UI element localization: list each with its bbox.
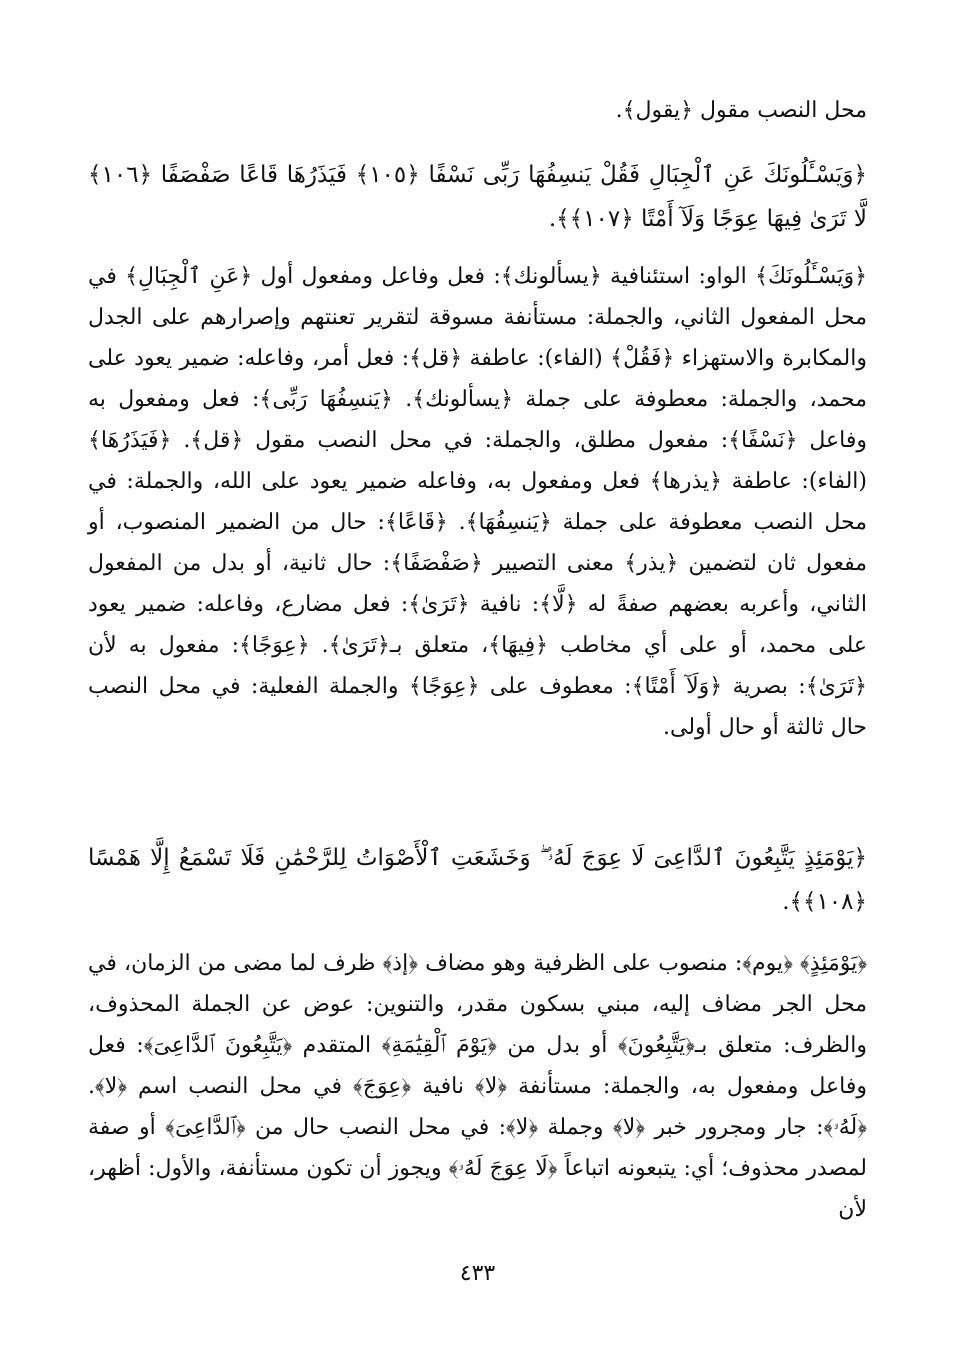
grammar-explanation-1: ﴿وَيَسْـَٔلُونَكَ﴾ الواو: استئنافية ﴿يسألونك﴾: فعل وفاعل ومفعول أول ﴿عَنِ ٱلْجِبَالِ﴾ في محل المفعول الثاني، والجملة: مستأنفة مسوقة لتقرير تعنتهم وإصرارهم على الجدل والمكابرة والاستهزاء ﴿فَقُلْ﴾ (الفاء): عاطفة ﴿قل﴾: فعل أمر، وفاعله: ضمير يعود على محمد، والجملة: معطوفة على جملة ﴿يسألونك﴾. ﴿يَنسِفُهَا رَبِّى﴾: فعل ومفعول به وفاعل ﴿نَسْفًا﴾: مفعول مطلق، والجملة: في محل النصب مقول ﴿قل﴾. ﴿فَيَذَرُهَا﴾ (الفاء): عاطفة ﴿يذرها﴾ فعل ومفعول به، وفاعله ضمير يعود على الله، والجملة: في محل النصب معطوفة على جملة ﴿يَنسِفُهَا﴾. ﴿قَاعًا﴾: حال من الضمير المنصوب، أو مفعول ثان لتضمين ﴿يذر﴾ معنى التصيير ﴿صَفْصَفًا﴾: حال ثانية، أو بدل من المفعول الثاني، وأعربه بعضهم صفةً له ﴿لَّا﴾: نافية ﴿تَرَىٰ﴾: فعل مضارع، وفاعله: ضمير يعود على محمد، أو على أي مخاطب ﴿فِيهَا﴾، متعلق بـ﴿تَرَىٰ﴾. ﴿عِوَجًا﴾: مفعول به لأن ﴿تَرَىٰ﴾: بصرية ﴿وَلَآ أَمْتًا﴾: معطوف على ﴿عِوَجًا﴾ والجملة الفعلية: في محل النصب حال ثالثة أو حال أولى. — [88, 264, 867, 740]
page-number: ٤٣٣ — [459, 1261, 496, 1286]
grammar-explanation-2: ﴿يَوْمَئِذٍ﴾ ﴿يوم﴾: منصوب على الظرفية وهو مضاف ﴿إذ﴾ ظرف لما مضى من الزمان، في محل الجر مضاف إليه، مبني بسكون مقدر، والتنوين: عوض عن الجملة المحذوف، والظرف: متعلق بـ﴿يَتَّبِعُونَ﴾ أو بدل من ﴿يَوْمَ ٱلْقِيَٰمَةِ﴾ المتقدم ﴿يَتَّبِعُونَ ٱلدَّاعِىَ﴾: فعل وفاعل ومفعول به، والجملة: مستأنفة ﴿لا﴾ نافية ﴿عِوَجَ﴾ في محل النصب اسم ﴿لا﴾. ﴿لَهُۥ﴾: جار ومجرور خبر ﴿لا﴾ وجملة ﴿لا﴾: في محل النصب حال من ﴿ٱلدَّاعِىَ﴾ أو صفة لمصدر محذوف؛ أي: يتبعونه اتباعاً ﴿لَا عِوَجَ لَهُۥ﴾ ويجوز أن تكون مستأنفة، والأول: أظهر، لأن — [88, 951, 867, 1222]
book-page — [88, 0, 867, 1364]
intro-line: محل النصب مقول ﴿يقول﴾. — [615, 98, 867, 123]
quran-verse-105-107: ﴿وَيَسْـَٔلُونَكَ عَنِ ٱلْجِبَالِ فَقُلْ يَنسِفُهَا رَبِّى نَسْفًا ﴿١٠٥﴾ فَيَذَرُهَا قَاعًا صَفْصَفًا ﴿١٠٦﴾ لَّا تَرَىٰ فِيهَا عِوَجًا وَلَآ أَمْتًا ﴿١٠٧﴾﴾. — [88, 162, 868, 232]
quran-verse-108: ﴿يَوْمَئِذٍ يَتَّبِعُونَ ٱلدَّاعِىَ لَا عِوَجَ لَهُۥ ۖ وَخَشَعَتِ ٱلْأَصْوَاتُ لِلرَّحْمَٰنِ فَلَا تَسْمَعُ إِلَّا هَمْسًا ﴿١٠٨﴾﴾. — [88, 845, 867, 915]
